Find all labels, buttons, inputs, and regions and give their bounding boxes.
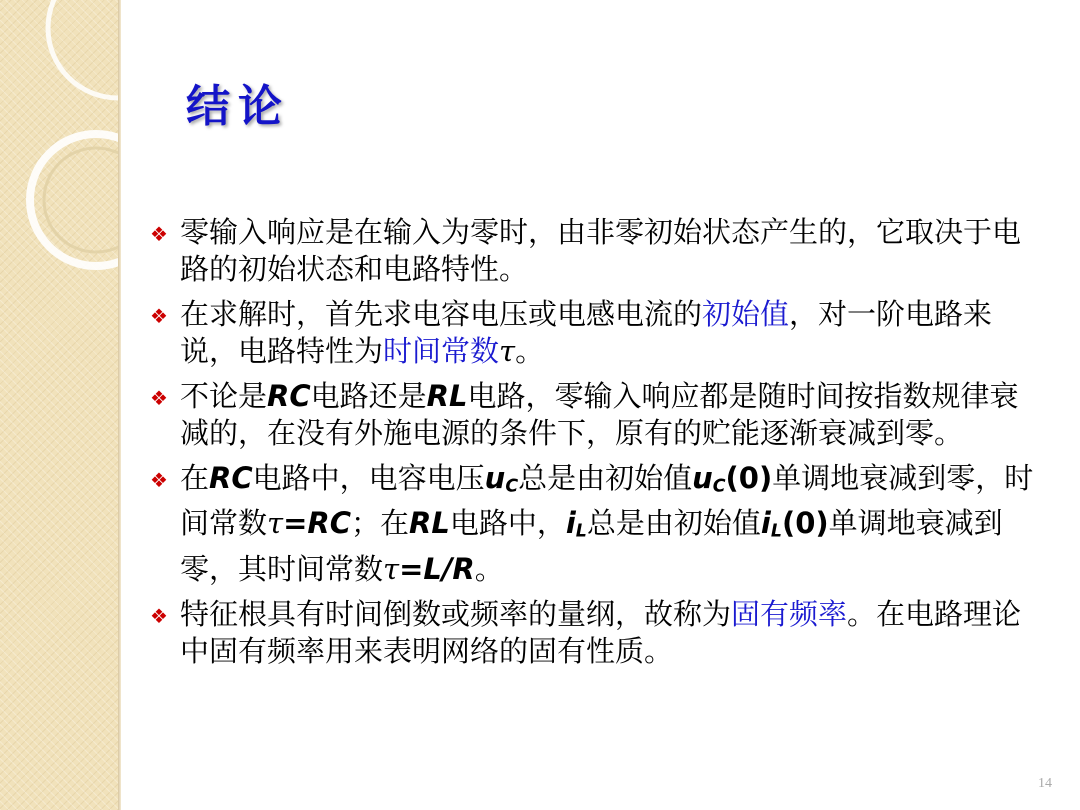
bullet-item-2 [146, 296, 1046, 370]
tau-symbol: τ [267, 506, 284, 541]
bullet-item-4 [146, 460, 1046, 588]
bullet-diamond-icon: ❖ [150, 222, 168, 246]
zero-arg: (0) [781, 506, 829, 541]
bullet-5-text: 特征根具有时间倒数或频率的量纲，故称为 [180, 596, 732, 631]
tau-symbol: τ [383, 551, 400, 586]
bullet-item-1 [146, 214, 1046, 288]
bullet-2-text: 在求解时，首先求电容电压或电感电流的 [180, 297, 703, 331]
highlight-time-constant: 时间常数 [383, 334, 500, 368]
bullet-4-text: 总是由初始值 [586, 506, 761, 541]
rl-term: RL [409, 506, 450, 541]
page-number: 14 [1038, 776, 1052, 791]
uc-symbol: $u_C$ [692, 461, 726, 497]
rc-term: RC [267, 379, 311, 413]
decorative-rings [0, 0, 118, 810]
bullet-4-text: 总是由初始值 [518, 461, 693, 495]
tau-symbol: τ [499, 334, 516, 368]
bullet-4-text: 在 [180, 461, 210, 495]
bullet-2-text: 。 [515, 334, 545, 368]
il-symbol: $i_L$ [565, 506, 587, 542]
bullet-5-text: 。在电路理论中固有频率用来表明网络的固有性质。 [180, 596, 1022, 668]
bullet-4-text: ；在 [350, 506, 409, 541]
bullet-4-text: 。 [474, 551, 504, 586]
bullet-diamond-icon: ❖ [150, 603, 168, 628]
bullet-3-text: 电路还是 [310, 379, 427, 413]
bullet-1-text: 零输入响应是在输入为零时，由非零初始状态产生的，它取决于电路的初始状态和电路特性。 [180, 215, 1022, 286]
il-symbol: $i_L$ [760, 506, 782, 542]
rl-term: RL [426, 379, 468, 413]
zero-arg: (0) [725, 461, 773, 495]
bullet-4-text: 单调地衰减到零，其时间常数 [180, 506, 1003, 586]
bullet-item-5 [146, 596, 1046, 670]
bullet-4-text: 电路中，电容电压 [252, 461, 485, 495]
side-panel-edge [118, 0, 121, 810]
bullet-4-text: 单调地衰减到零，时间常数 [180, 461, 1034, 541]
uc-symbol: $u_C$ [484, 461, 519, 497]
decorative-side-panel [0, 0, 118, 810]
highlight-natural-frequency: 固有频率 [731, 596, 848, 631]
bullet-diamond-icon: ❖ [150, 304, 168, 328]
bullet-diamond-icon: ❖ [150, 386, 168, 410]
bullet-diamond-icon: ❖ [150, 468, 168, 492]
bullet-item-3 [146, 378, 1046, 452]
slide-title: 结论 [186, 81, 290, 132]
bullet-2-text: ，对一阶电路来说，电路特性为 [180, 297, 993, 368]
rc-term: RC [209, 461, 253, 495]
tau-rc-equation: =RC [283, 506, 351, 541]
tau-lr-equation: =L/R [399, 551, 475, 586]
highlight-initial-value: 初始值 [702, 297, 790, 331]
bullet-4-text: 电路中， [449, 506, 566, 541]
bullet-3-text: 电路，零输入响应都是随时间按指数规律衰减的，在没有外施电源的条件下，原有的贮能逐渐衰减到零。 [180, 379, 1019, 450]
bullet-list [146, 214, 1046, 678]
bullet-3-text: 不论是 [180, 379, 268, 413]
